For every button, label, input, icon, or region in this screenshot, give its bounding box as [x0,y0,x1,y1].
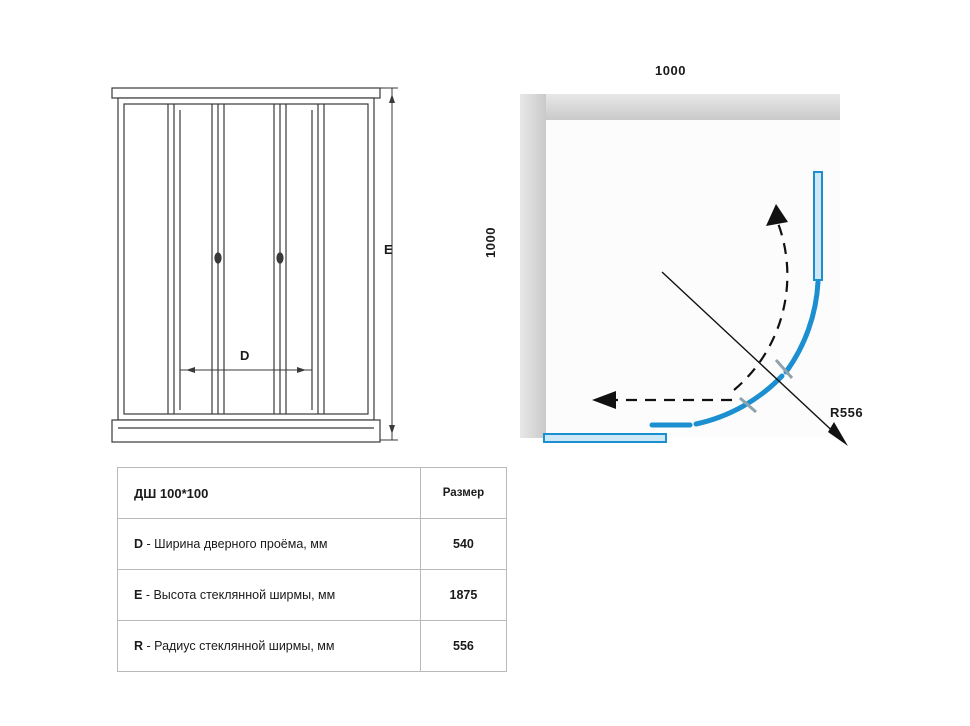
table-row-value: 1875 [420,570,506,621]
door-handle-right [277,253,283,263]
shower-cabin-front-view [112,88,380,442]
plan-label-radius: R556 [830,405,864,420]
plan-label-depth: 1000 [482,227,498,258]
door-handle-left [215,253,221,263]
elevation-label-E: E [384,242,394,257]
table-row-description [118,570,421,621]
table-row-value: 540 [420,519,506,570]
table-row-value: 556 [420,621,506,672]
row-text: Высота стеклянной ширмы, мм [153,588,336,602]
fixed-panel-bottom [544,434,666,442]
elevation-drawing [100,70,430,450]
table-row-description [118,519,421,570]
row-separator: - [143,639,155,653]
table-row [118,621,507,672]
row-symbol: E [134,588,143,602]
dimension-E [380,88,398,440]
specification-table [117,467,507,672]
row-text: Ширина дверного проёма, мм [154,537,328,551]
floor-area [546,120,840,438]
table-value-header-cell: Размер [420,468,506,519]
fixed-panel-right [814,172,822,280]
plan-drawing [500,60,900,460]
row-text: Радиус стеклянной ширмы, мм [154,639,335,653]
wall-left [520,94,546,438]
row-separator: - [143,537,155,551]
elevation-label-D: D [240,348,250,363]
table-header-row [118,468,507,519]
table-row [118,519,507,570]
plan-label-width: 1000 [655,63,686,78]
wall-top [520,94,840,120]
table-row [118,570,507,621]
row-symbol: D [134,537,144,551]
row-symbol: R [134,639,144,653]
row-separator: - [142,588,154,602]
table-row-description [118,621,421,672]
table-title-cell: ДШ 100*100 [118,468,421,519]
